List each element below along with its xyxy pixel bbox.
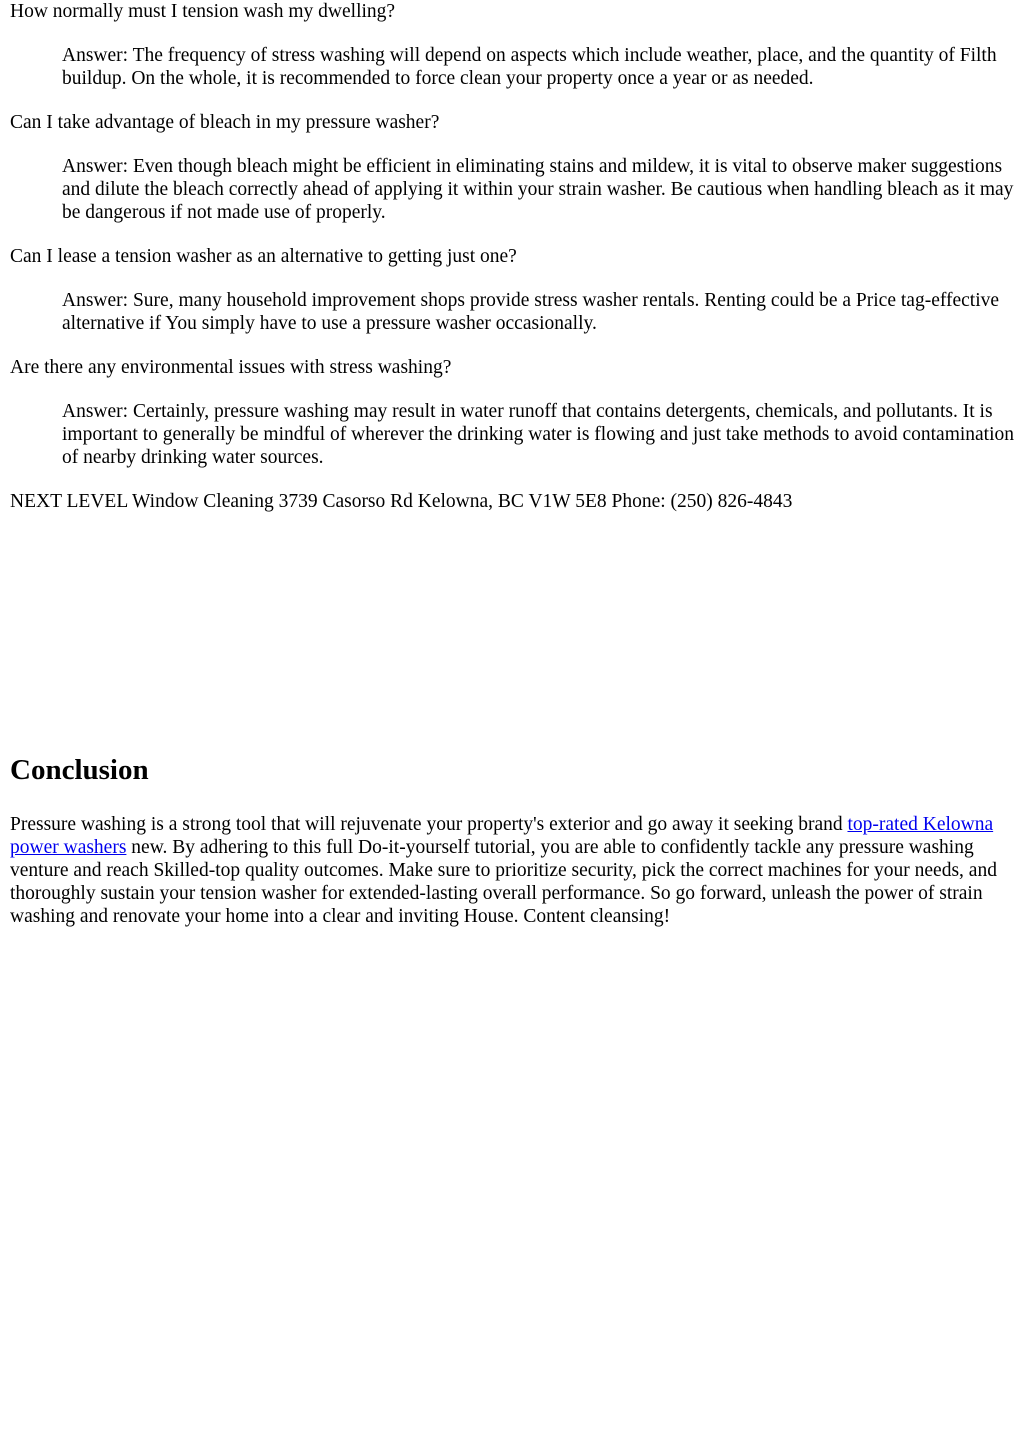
conclusion-text-before-link: Pressure washing is a strong tool that will rejuvenate your property's exterior and go away it seeking brand xyxy=(10,814,848,835)
document-page xyxy=(10,0,1015,927)
faq-question-1: How normally must I tension wash my dwelling? xyxy=(10,1,396,22)
conclusion-heading: Conclusion xyxy=(10,754,149,786)
conclusion-paragraph xyxy=(10,813,1016,928)
faq-question-3: Can I lease a tension washer as an alternative to getting just one? xyxy=(10,246,517,267)
conclusion-text-after-link: new. By adhering to this full Do-it-yourself tutorial, you are able to confidently tackle any pressure washing venture and reach Skilled-top quality outcomes. Make sure to prioritize security, pick the correct machines for your needs, and thoroughly sustain your tension washer for extended-lasting overall performance. So go forward, unleash the power of strain washing and renovate your home into a clear and inviting House. Content cleansing! xyxy=(10,837,997,927)
faq-question-4: Are there any environmental issues with stress washing? xyxy=(10,357,452,378)
business-contact-info: NEXT LEVEL Window Cleaning 3739 Casorso Rd Kelowna, BC V1W 5E8 Phone: (250) 826-4843 xyxy=(10,491,793,512)
faq-section xyxy=(10,0,1014,469)
kelowna-power-washers-link[interactable]: top-rated Kelowna power washers xyxy=(10,814,994,858)
faq-answer-1: Answer: The frequency of stress washing will depend on aspects which include weather, place, and the quantity of Filth buildup. On the whole, it is recommended to force clean your property once a year or as needed. xyxy=(62,45,997,89)
faq-answer-4: Answer: Certainly, pressure washing may result in water runoff that contains detergents, chemicals, and pollutants. It is important to generally be mindful of wherever the drinking water is flowing and just take methods to avoid contamination of nearby drinking water sources. xyxy=(62,401,1015,468)
faq-answer-3: Answer: Sure, many household improvement shops provide stress washer rentals. Renting could be a Price tag-effective alternative if You simply have to use a pressure washer occasionally. xyxy=(62,290,1000,334)
faq-answer-2: Answer: Even though bleach might be efficient in eliminating stains and mildew, it is vital to observe maker suggestions and dilute the bleach correctly ahead of applying it within your strain washer. Be cautious when handling bleach as it may be dangerous if not made use of properly. xyxy=(62,156,1014,223)
faq-question-2: Can I take advantage of bleach in my pressure washer? xyxy=(10,112,440,133)
